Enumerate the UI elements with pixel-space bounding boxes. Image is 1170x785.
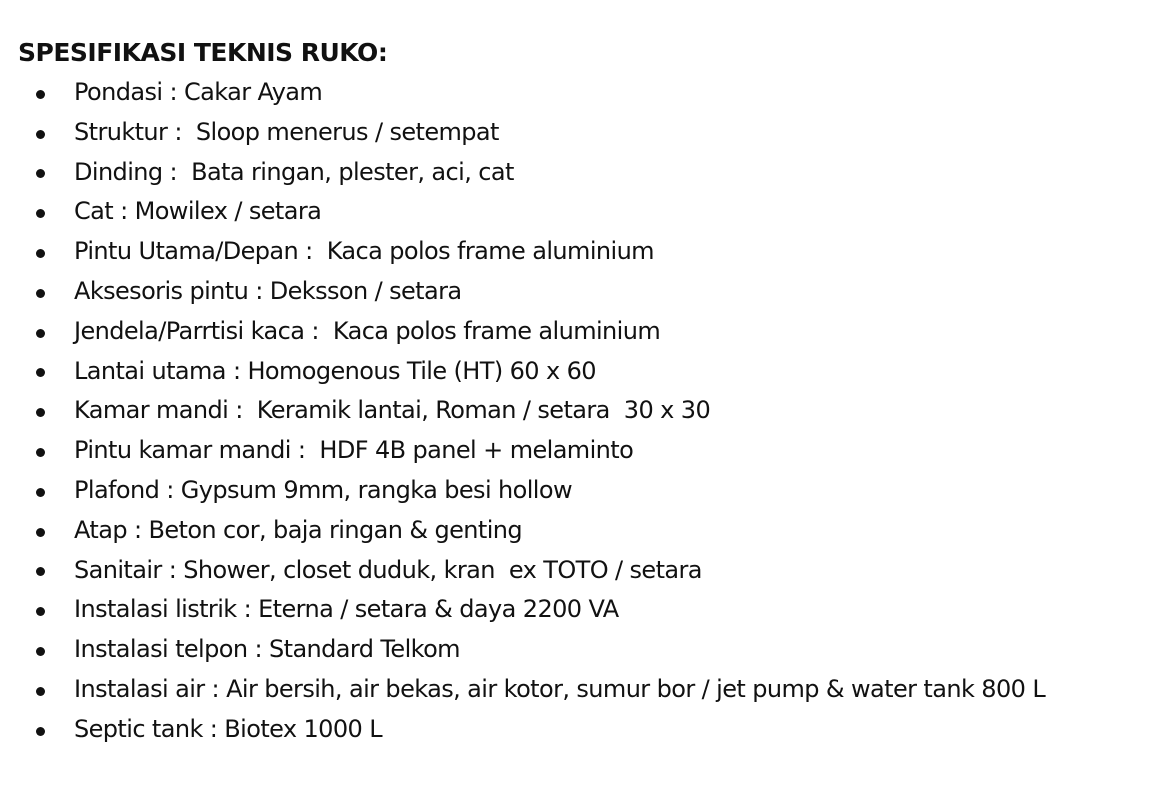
spec-item-text: Cat : Mowilex / setara [74,197,322,226]
spec-item-text: Instalasi listrik : Eterna / setara & daya 2200 VA [74,595,619,624]
bullet-icon [36,90,45,99]
spec-item [18,630,1158,670]
spec-item-text: Aksesoris pintu : Deksson / setara [74,276,462,305]
bullet-icon [36,408,45,417]
spec-document [18,34,1158,750]
bullet-icon [36,528,45,537]
spec-item [18,551,1158,591]
bullet-icon [36,488,45,497]
bullet-icon [36,727,45,736]
spec-item [18,312,1158,352]
spec-item-text: Plafond : Gypsum 9mm, rangka besi hollow [74,475,572,504]
spec-item-text: Jendela/Parrtisi kaca : Kaca polos frame aluminium [74,316,661,345]
bullet-icon [36,567,45,576]
spec-item-text: Kamar mandi : Keramik lantai, Roman / setara 30 x 30 [74,396,711,425]
spec-item-text: Atap : Beton cor, baja ringan & genting [74,515,523,544]
bullet-icon [36,448,45,457]
spec-item-text: Instalasi air : Air bersih, air bekas, air kotor, sumur bor / jet pump & water tank 800 L [74,674,1046,703]
spec-item-text: Dinding : Bata ringan, plester, aci, cat [74,157,514,186]
spec-item [18,590,1158,630]
bullet-icon [36,169,45,178]
spec-item-text: Pondasi : Cakar Ayam [74,78,323,106]
spec-item-text: Sanitair : Shower, closet duduk, kran ex TOTO / setara [74,555,702,584]
spec-item [18,113,1158,153]
spec-item [18,232,1158,272]
spec-item [18,153,1158,193]
bullet-icon [36,607,45,616]
spec-item [18,73,1158,113]
spec-item [18,192,1158,232]
spec-item-text: Pintu kamar mandi : HDF 4B panel + melaminto [74,436,634,465]
spec-item-text: Instalasi telpon : Standard Telkom [74,635,460,664]
bullet-icon [36,647,45,656]
spec-item-text: Septic tank : Biotex 1000 L [74,714,382,743]
bullet-icon [36,249,45,258]
spec-item [18,391,1158,431]
spec-item [18,511,1158,551]
bullet-icon [36,329,45,338]
spec-item [18,710,1158,750]
bullet-icon [36,368,45,377]
bullet-icon [36,130,45,139]
bullet-icon [36,687,45,696]
spec-item [18,352,1158,392]
spec-item-text: Struktur : Sloop menerus / setempat [74,117,499,146]
spec-item-text: Lantai utama : Homogenous Tile (HT) 60 x 60 [74,356,596,385]
document-title: SPESIFIKASI TEKNIS RUKO: [18,38,388,67]
spec-item [18,431,1158,471]
spec-item-text: Pintu Utama/Depan : Kaca polos frame aluminium [74,237,654,266]
bullet-icon [36,289,45,298]
spec-item [18,670,1158,710]
bullet-icon [36,209,45,218]
spec-list [18,73,1158,750]
spec-item [18,471,1158,511]
spec-item [18,272,1158,312]
